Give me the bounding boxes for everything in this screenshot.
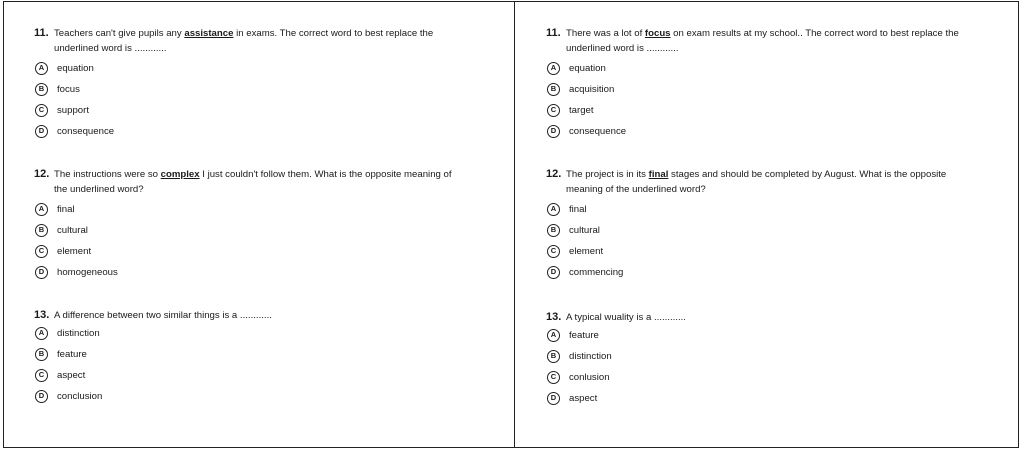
answer-option[interactable] xyxy=(4,243,514,264)
options-list xyxy=(4,201,514,285)
option-text: commencing xyxy=(569,267,624,278)
answer-option[interactable] xyxy=(4,102,514,123)
option-text: support xyxy=(57,105,89,116)
answer-option[interactable] xyxy=(516,201,1023,222)
question-stem xyxy=(4,167,514,197)
answer-option[interactable] xyxy=(4,264,514,285)
option-letter-circle[interactable]: D xyxy=(35,125,48,138)
option-text: target xyxy=(569,105,594,116)
option-text: consequence xyxy=(569,126,627,137)
option-letter-circle[interactable]: D xyxy=(547,266,560,279)
option-text: distinction xyxy=(57,328,100,339)
option-letter-circle[interactable]: D xyxy=(35,390,48,403)
option-letter-circle[interactable]: A xyxy=(547,62,560,75)
option-letter-circle[interactable]: B xyxy=(35,224,48,237)
answer-option[interactable] xyxy=(4,388,514,409)
question-number: 13. xyxy=(34,309,50,321)
answer-option[interactable] xyxy=(516,264,1023,285)
options-list xyxy=(516,327,1023,411)
answer-option[interactable] xyxy=(516,60,1023,81)
answer-option[interactable] xyxy=(4,201,514,222)
answer-option[interactable] xyxy=(4,325,514,346)
option-letter-circle[interactable]: A xyxy=(547,329,560,342)
question-stem xyxy=(4,308,514,323)
answer-option[interactable] xyxy=(516,369,1023,390)
answer-option[interactable] xyxy=(516,102,1023,123)
stem-text: A typical wuality is a ............ xyxy=(566,312,686,323)
question-stem xyxy=(516,167,1023,197)
option-letter-circle[interactable]: B xyxy=(35,83,48,96)
option-letter-circle[interactable]: B xyxy=(35,348,48,361)
question-stem xyxy=(516,26,1023,56)
question-block xyxy=(4,167,514,285)
stem-text-line2: underlined word is ............ xyxy=(566,43,679,54)
column-divider xyxy=(514,1,515,448)
question-number: 12. xyxy=(34,168,50,180)
option-letter-circle[interactable]: A xyxy=(35,203,48,216)
stem-text-line2: the underlined word? xyxy=(54,184,144,195)
stem-text: The project is in its xyxy=(566,169,649,180)
stem-text: The instructions were so xyxy=(54,169,161,180)
option-letter-circle[interactable]: D xyxy=(547,392,560,405)
option-letter-circle[interactable]: C xyxy=(35,245,48,258)
answer-option[interactable] xyxy=(4,81,514,102)
answer-option[interactable] xyxy=(4,60,514,81)
option-letter-circle[interactable]: C xyxy=(547,245,560,258)
option-letter-circle[interactable]: B xyxy=(547,224,560,237)
question-block xyxy=(4,26,514,144)
option-text: cultural xyxy=(57,225,88,236)
stem-text: A difference between two similar things is a ............ xyxy=(54,310,272,321)
answer-option[interactable] xyxy=(516,327,1023,348)
stem-text: on exam results at my school.. The correct word to best replace the xyxy=(670,28,959,39)
stem-text-line2: meaning of the underlined word? xyxy=(566,184,706,195)
option-text: feature xyxy=(569,330,599,341)
option-text: consequence xyxy=(57,126,115,137)
question-block xyxy=(4,308,514,409)
underlined-keyword: focus xyxy=(644,28,671,39)
stem-text: in exams. The correct word to best replace the xyxy=(233,28,434,39)
options-list xyxy=(516,201,1023,285)
option-text: aspect xyxy=(569,393,598,404)
answer-option[interactable] xyxy=(4,123,514,144)
option-letter-circle[interactable]: C xyxy=(547,371,560,384)
answer-option[interactable] xyxy=(516,222,1023,243)
option-letter-circle[interactable]: A xyxy=(547,203,560,216)
question-stem xyxy=(4,26,514,56)
stem-text: stages and should be completed by August. What is the opposite xyxy=(668,169,947,180)
option-text: homogeneous xyxy=(57,267,118,278)
stem-text-line2: underlined word is ............ xyxy=(54,43,167,54)
answer-option[interactable] xyxy=(516,243,1023,264)
option-letter-circle[interactable]: C xyxy=(547,104,560,117)
right-column xyxy=(516,0,1023,454)
answer-option[interactable] xyxy=(4,346,514,367)
question-number: 11. xyxy=(546,27,561,39)
answer-option[interactable] xyxy=(516,123,1023,144)
option-letter-circle[interactable]: A xyxy=(35,327,48,340)
stem-text: Teachers can't give pupils any xyxy=(54,28,185,39)
option-letter-circle[interactable]: D xyxy=(35,266,48,279)
option-text: cultural xyxy=(569,225,600,236)
option-text: final xyxy=(57,204,75,215)
underlined-keyword: complex xyxy=(160,169,200,180)
answer-option[interactable] xyxy=(4,367,514,388)
option-text: aspect xyxy=(57,370,86,381)
answer-option[interactable] xyxy=(516,81,1023,102)
option-letter-circle[interactable]: C xyxy=(35,369,48,382)
option-text: equation xyxy=(57,63,94,74)
option-text: acquisition xyxy=(569,84,615,95)
question-stem xyxy=(516,310,1023,325)
option-letter-circle[interactable]: C xyxy=(35,104,48,117)
question-number: 11. xyxy=(34,27,49,39)
option-letter-circle[interactable]: D xyxy=(547,125,560,138)
stem-text: I just couldn't follow them. What is the opposite meaning of xyxy=(199,169,452,180)
question-block xyxy=(516,310,1023,411)
option-text: final xyxy=(569,204,587,215)
option-text: conclusion xyxy=(57,391,103,402)
option-text: focus xyxy=(57,84,80,95)
options-list xyxy=(516,60,1023,144)
option-text: element xyxy=(569,246,604,257)
answer-option[interactable] xyxy=(516,390,1023,411)
option-text: conlusion xyxy=(569,372,610,383)
answer-option[interactable] xyxy=(4,222,514,243)
stem-text: There was a lot of xyxy=(566,28,645,39)
option-letter-circle[interactable]: B xyxy=(547,350,560,363)
option-text: element xyxy=(57,246,92,257)
underlined-keyword: final xyxy=(648,169,669,180)
question-number: 13. xyxy=(546,311,562,323)
question-block xyxy=(516,26,1023,144)
question-number: 12. xyxy=(546,168,562,180)
question-block xyxy=(516,167,1023,285)
options-list xyxy=(4,325,514,409)
answer-option[interactable] xyxy=(516,348,1023,369)
option-text: equation xyxy=(569,63,606,74)
underlined-keyword: assistance xyxy=(184,28,234,39)
option-letter-circle[interactable]: A xyxy=(35,62,48,75)
option-letter-circle[interactable]: B xyxy=(547,83,560,96)
option-text: feature xyxy=(57,349,87,360)
options-list xyxy=(4,60,514,144)
left-column xyxy=(4,0,514,454)
option-text: distinction xyxy=(569,351,612,362)
